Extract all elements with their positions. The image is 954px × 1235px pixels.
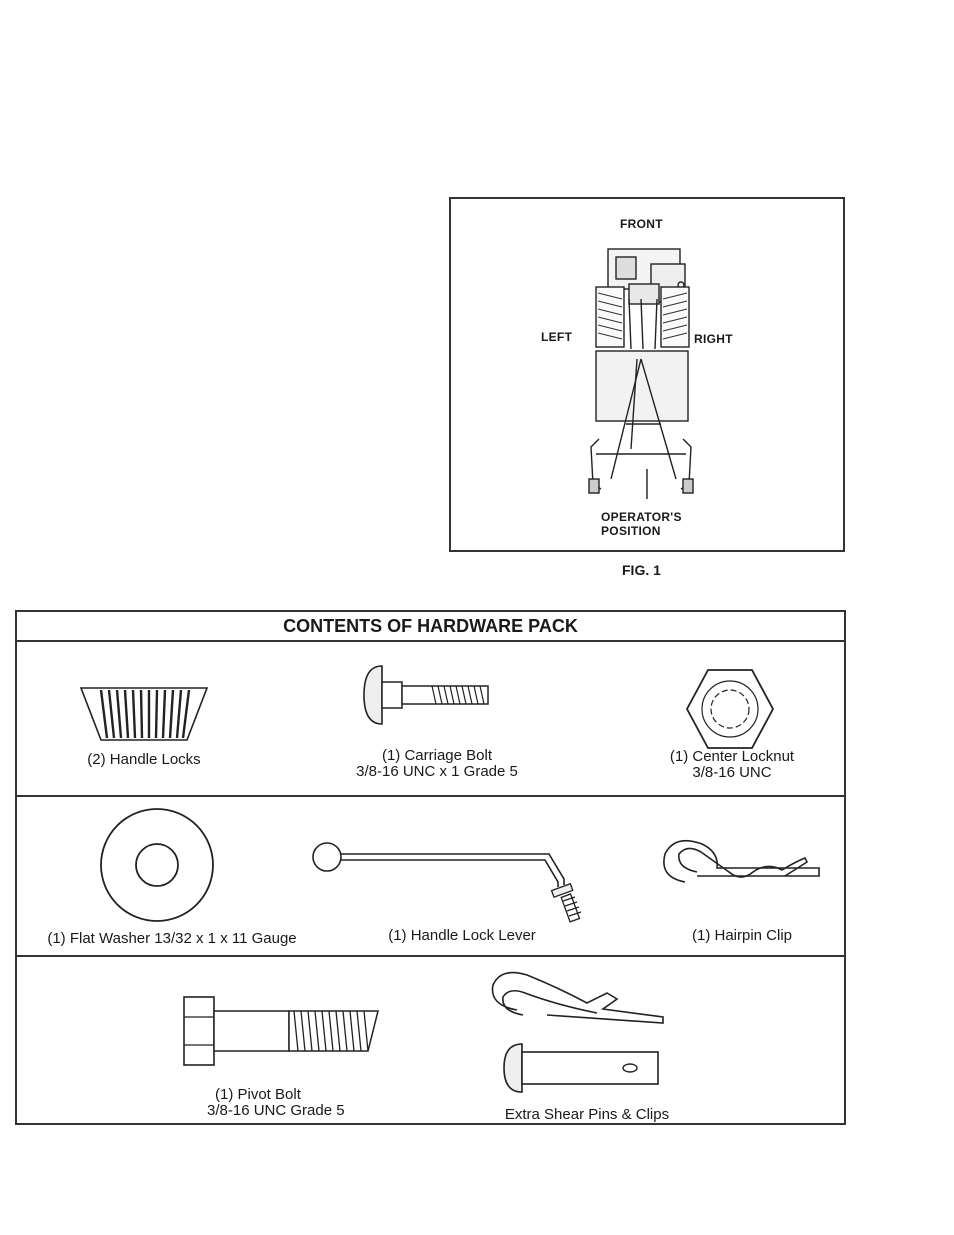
front-label: FRONT — [620, 217, 663, 231]
hardware-pack-table — [15, 610, 846, 1125]
carriage-bolt-illustration — [362, 660, 492, 730]
handle-lock-illustration — [79, 684, 209, 744]
operator-label-line1: OPERATOR'S — [601, 510, 682, 524]
hairpin-clip-illustration — [657, 832, 827, 912]
tractor-top-view-illustration — [451, 199, 847, 554]
shear-pin-clip-illustration — [487, 965, 667, 1035]
hardware-row-2 — [17, 797, 844, 957]
center-locknut-illustration — [685, 664, 775, 754]
hardware-row-1 — [17, 642, 844, 797]
handle-lock-lever-caption — [372, 928, 552, 944]
handle-locks-caption — [79, 752, 209, 768]
figure-1-frame — [449, 197, 845, 552]
shear-pins-label: Extra Shear Pins & Clips — [504, 1106, 670, 1123]
flat-washer-illustration — [97, 805, 217, 925]
center-locknut-caption — [657, 749, 807, 781]
hairpin-clip-caption — [667, 928, 817, 944]
left-label: LEFT — [541, 330, 573, 344]
center-locknut-label: (1) Center Locknut — [669, 748, 795, 765]
operator-position-label — [601, 510, 682, 538]
center-locknut-spec: 3/8-16 UNC — [692, 764, 772, 781]
shear-pin-illustration — [502, 1040, 662, 1100]
pivot-bolt-caption — [207, 1087, 377, 1119]
hairpin-clip-label: (1) Hairpin Clip — [691, 927, 793, 944]
shear-pins-caption — [492, 1107, 682, 1123]
carriage-bolt-caption — [347, 748, 527, 780]
hardware-pack-title: CONTENTS OF HARDWARE PACK — [283, 615, 578, 636]
handle-lock-lever-illustration — [309, 827, 599, 922]
flat-washer-label: (1) Flat Washer 13/32 x 1 x 11 Gauge — [47, 930, 297, 947]
carriage-bolt-label: (1) Carriage Bolt — [381, 747, 493, 764]
handle-locks-label: (2) Handle Locks — [87, 751, 201, 768]
carriage-bolt-spec: 3/8-16 UNC x 1 Grade 5 — [356, 763, 518, 780]
hardware-row-3 — [17, 957, 844, 1123]
flat-washer-caption — [27, 931, 317, 947]
operator-label-line2: POSITION — [601, 524, 661, 538]
right-label: RIGHT — [694, 332, 733, 346]
figure-caption: FIG. 1 — [622, 562, 661, 578]
pivot-bolt-label: (1) Pivot Bolt — [215, 1086, 301, 1103]
pivot-bolt-illustration — [182, 995, 382, 1067]
hardware-pack-header — [17, 612, 844, 642]
handle-lock-lever-label: (1) Handle Lock Lever — [388, 927, 536, 944]
pivot-bolt-spec: 3/8-16 UNC Grade 5 — [207, 1102, 345, 1119]
